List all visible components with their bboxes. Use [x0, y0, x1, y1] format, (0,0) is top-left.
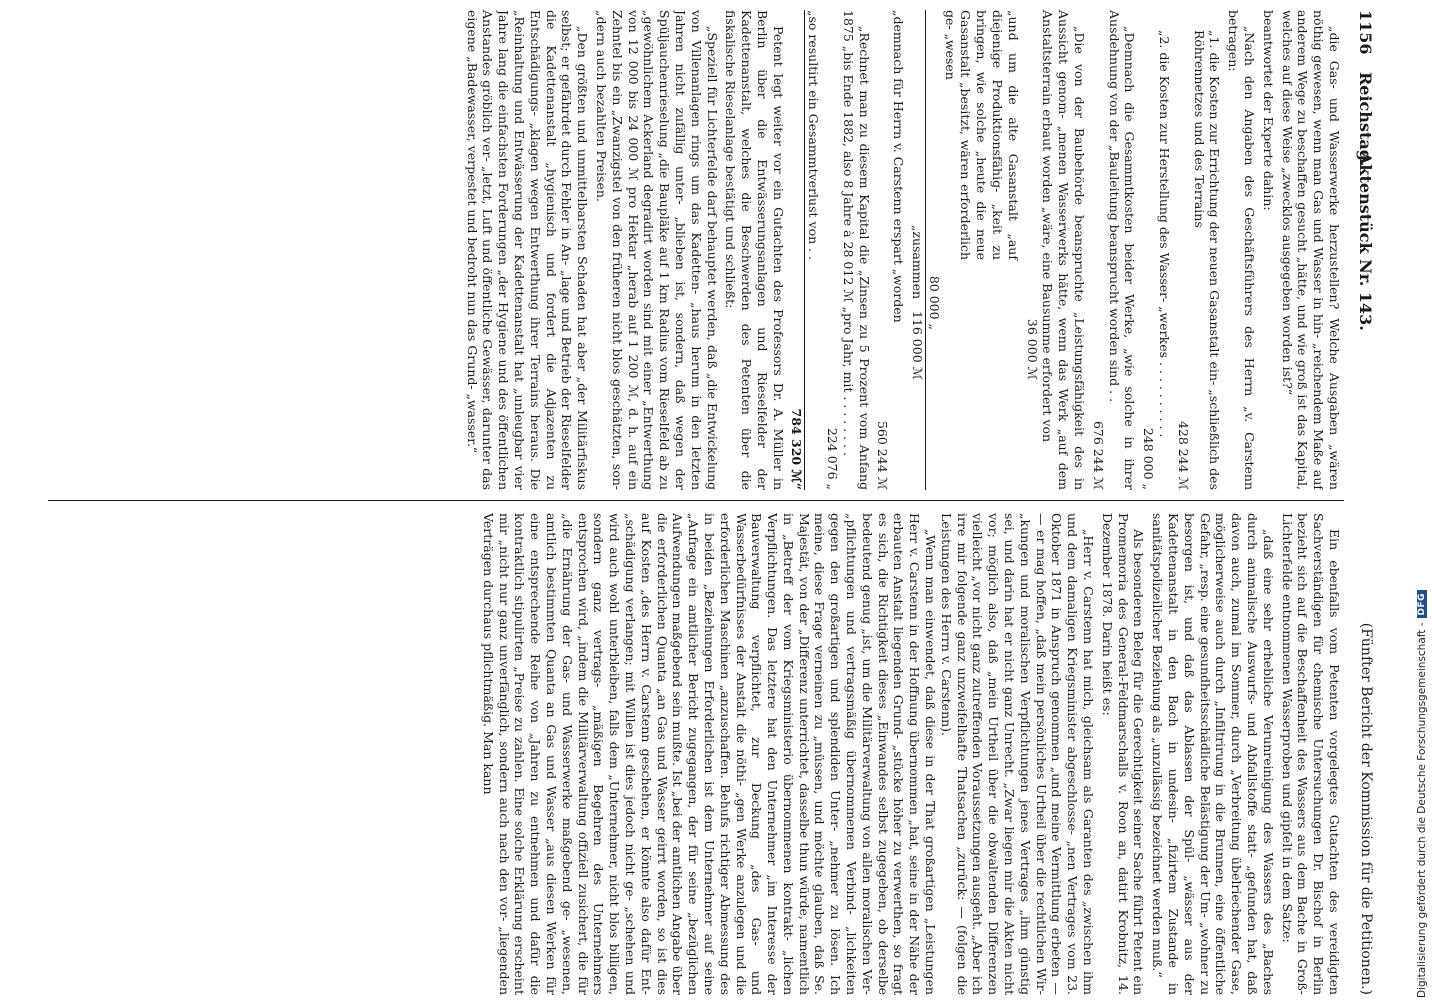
left-column — [52, 10, 1342, 490]
total-amount: 784 320 ℳ“ — [789, 10, 806, 490]
cost-item: „2. die Kosten zur Herstellung des Wasser- „werkes . . . . . . . . . . — [1157, 30, 1173, 438]
quote-paragraph: „daß eine sehr erhebliche Verunreinigung des Wassers des „Baches durch animalische Auswurfs- und Abfallstoffe statt- „gefunden hat, daß davon auch, zumal im Sommer, durch „Verbreitung übelriechender Gase, möglicherweise auch durch „Infiltrirung in die Brunnen, eine öffentliche Gefahr, „resp. eine gesundheitsschädliche Belästigung der Um- „wohner zu besorgen ist, und daß das Ablassen der Spül- „wässer aus der Kadettenanstalt in den Bach in undesin- „fizirtem Zustande in sanitätspolizeilicher Beziehung als „unzulässig bezeichnet werden muß.“ — [1150, 513, 1276, 995]
quote-paragraph: „Wenn man einwendet, daß diese in der That großartigen „Leistungen Herr v. Carstenn in der Hoffnung übernommen „hat, seine in der Nähe der erbauten Anstalt liegenden Grund- „stücke höher zu verwerthen, so fragt es sich, die Richtigkeit dieses „Einwandes selbst zugegeben, ob derselbe bedeutend genug „ist, um die Militärverwaltung von allen moralischen Ver- „pflichtungen und vertragsmäßig übernommenen Verbind- „lichkeiten gegen den großartigen und splendiden Unter- „nehmer zu lösen. Ich meine, diese Frage verneinen zu „müssen, und möchte glauben, daß Se. Majestät, von der „Differenz unterrichtet, dasselbe thun würde, namentlich in „Betreff der vom Kriegsministerio übernommenen kontrakt- „lichen Verpflichtungen. Das letztere hat den Unternehmer „im Interesse der Bauverwaltung verpflichtet, zur Deckung „des Gas- und Wasserbedürfnisses der Anstalt die nöthi- „gen Werke anzulegen und die erforderlichen Maschinen „anzuschaffen. Behufs richtiger Abmessung des in beiden „Beziehungen Erforderlichen ist dem Unternehmer auf seine „Anfrage ein amtlicher Bericht zugegangen, der für seine „bezüglichen Aufwendungen maßgebend sein mußte. Ist „bei der amtlichen Angabe über die erforderlichen Quanta „an Gas und Wasser geirrt worden, so ist dies auf Kosten „des Herrn v. Carstenn geschehen, er könnte also dafür Ent- „schädigung verlangen; mit Willen ist dies jedoch nicht ge- „schehen und wird auch wohl unterbleiben, falls dem „Unternehmer, nicht blos billigen, sondern ganz vertrags- „mäßigen Begehren des Unternehmers entsprochen wird, „indem die Militärverwaltung offiziell zusichert, die für „die Ernährung der Gas- und Wasserwerke maßgebend ge- „wesenen, amtlich bestimmten Quanta an Gas und Wasser „aus diesen Werken für eine entsprechende Reihe von „Jahren zu entnehmen und dafür die kontraktlich stipulirten „Preise zu zahlen. Eine solche Erklärung erscheint mir „nicht nur ganz unverfänglich, sondern auch nach den vor- „liegenden Verträgen durchaus pflichtmäßig. Man kann — [480, 513, 939, 995]
quote-paragraph: „Herr v. Carstenn hat mich, gleichsam als Garanten des „zwischen ihm und dem damaligen Kriegsminister abgeschlosse- „nen Vertrages vom 23. Oktober 1871 in Anspruch genommen „und meine Vermittlung erbeten — — er mag hoffen, „daß mein persönliches Urtheil über die rechtlichen Wir- „kungen und moralischen Verpflichtungen jenes Vertrages „ihm günstig sei, und darin hat er nicht ganz Unrecht. „Zwar liegen mir die Akten nicht vor; möglich also, daß „mein Urtheil über die obwaltenden Differenzen vielleicht „vor nicht ganz zutreffenden Voraussetzungen ausgeht. „Aber ich irre mir folgende ganz unzweifelhafte Thatsachen „zurück: — (folgen die Leistungen des Herrn v. Carstenn). — [938, 513, 1097, 995]
column-divider — [48, 500, 1344, 501]
paragraph: Petent legt weiter vor ein Gutachten des Professors Dr. A. Müller in Berlin über die Entwässerungsanlagen und Rieselfelder der Kadettenanstalt, welches die Beschwerden des Petenten über die fiskalische Rieselanlage bestätigt und schließt: — [723, 10, 786, 490]
subtotal-label: „zusammen — [910, 224, 926, 300]
amount: 80 000 „ — [926, 275, 942, 330]
page-header — [1352, 10, 1378, 995]
paragraph: „die Gas- und Wasserwerke herzustellen? Welche Ausgaben „wären nöthig gewesen, wenn man Gas und Wasser in hin- „reichendem Maße auf anderem Wege zu beschaffen gesucht „hätte, und wie groß ist das Kapital, welches auf diese Weise „zwecklos ausgegeben worden ist?“ — [1279, 10, 1342, 490]
amount: 428 244 ℳ — [1175, 420, 1191, 490]
report-title: (Fünfter Bericht der Kommission für die Petitionen.) — [1357, 622, 1374, 995]
credit-text: Digitalisierung gefördert durch die Deutsche Forschungsgemeinschaft - — [1416, 622, 1428, 998]
cost-item: „1. die Kosten zur Errichtung der neuen Gasanstalt ein- „schließlich des Röhrennetzes und des Terrains — [1191, 30, 1223, 490]
cost-item: „so resultirt ein Gesammtverlust von . . — [806, 10, 822, 261]
cost-item: „und um die alte Gasanstalt „auf diejenige Produktionsfähig- „keit zu bringen, wie solche „heute die neue Gasanstalt „besitzt, wären erforderlich ge- „wesen — [942, 10, 1021, 260]
right-column — [52, 513, 1342, 995]
cost-item: „Rechnet man zu diesem Kapital die „Zinsen zu 5 Prozent vom Anfang 1875 „bis Ende 1882, also 8 Jahre à 28 012 ℳ „pro Jahr, mit . . . . . . . . — [840, 10, 872, 490]
document-number: Aktenstück Nr. 143. — [1355, 152, 1375, 331]
amount: 560 244 ℳ — [875, 420, 891, 490]
amount: 116 000 ℳ — [910, 310, 926, 380]
cost-item: „Demnach die Gesammtkosten beider Werke, „wie solche in ihrer Ausdehnung von der „Bauleitung beansprucht worden sind . . — [1106, 10, 1138, 490]
cost-item: „demnach für Herrn v. Carstenn erspart „worden — [891, 10, 907, 323]
paragraph: beantwortet der Experte dahin: — [1260, 10, 1276, 211]
paragraph: Ein ebenfalls vom Petenten vorgelegtes Gutachten des vereidigten Sachverständigen für chemische Untersuchungen Dr. Bischof in Berlin bezieht sich auf die Beschaffenheit des Wassers aus dem Bache in Groß-Lichterfelde entnommenen Wasserproben und gipfelt in dem Satze: — [1279, 513, 1342, 995]
amount: 248 000 „ — [1141, 427, 1157, 490]
paragraph: „Nach den Angaben des Geschäftsführers des Herrn „v. Carstenn betragen: — [1226, 10, 1258, 490]
page-number: 1156 — [1355, 10, 1375, 55]
quote-paragraph: „Den größten und unmittelbarsten Schaden hat aber „der Militärfiskus selbst; er gefährdet durch Fehler in An- „lage und Betrieb der Rieselfelder die Kadettenanstalt „hygienisch und fordert die Adjazenten zu Entschädigungs- „klagen wegen Entwerthung ihrer Terrains heraus. Die „Reinhaltung und Entwässerung der Kadettenanstalt hat „unleugbar vier Jahre lang die einfachsten Forderungen „der Hygiene und des öffentlichen Anstandes gröblich ver- „letzt, Luft und öffentliche Gewässer, darunter das eigene „Badewasser, verpestet und bedroht nun das Grund- „wasser.“ — [464, 10, 591, 490]
rotated-document-page — [38, 10, 1378, 995]
amount: 224 076 „ — [825, 427, 841, 490]
digitization-credit — [1414, 0, 1430, 998]
subtotal — [909, 10, 926, 490]
dfg-logo: DFG — [1417, 590, 1427, 619]
session-label: Reichstag. — [1355, 72, 1375, 167]
paragraph: Als besonderen Beleg für die Gerechtigkeit seiner Sache führt Petent ein Promemoria des General-Feldmarschalls v. Roon an, datirt Krobnitz, 14. Dezember 1878. Darin heißt es: — [1099, 513, 1147, 995]
amount: 676 244 ℳ — [1090, 420, 1106, 490]
amount: 36 000 ℳ — [1024, 318, 1040, 380]
quote-paragraph: „Speziell für Lichterfelde darf behauptet werden, daß „die Entwickelung von Villenanlagen rings um das Kadetten- „haus herum in den letzten Jahren nicht zufällig unter- „blieben ist, sondern, daß wegen der Spüljauchenrieselung „die Baupläke auf 1 km Radius vom Rieselfeld ab zu „gewöhnlichem Ackerland degradirt worden sind mit einer „Entwerthung von 12 000 bis 24 000 ℳ pro Hektar „herab auf 1 200 ℳ, d. h. auf ein Zehntel bis ein „Zwanzigstel von den früheren nicht blos geschätzten, son- „dern auch bezahlten Preisen. — [593, 10, 720, 490]
cost-item: „Die von der Baubehörde beanspruchte „Leistungsfähigkeit des in Aussicht genom- „menen Wasserwerks hätte, wenn das Werk „auf dem Anstaltsterrain erbaut worden „wäre, eine Bausumme erfordert von — [1040, 10, 1088, 490]
